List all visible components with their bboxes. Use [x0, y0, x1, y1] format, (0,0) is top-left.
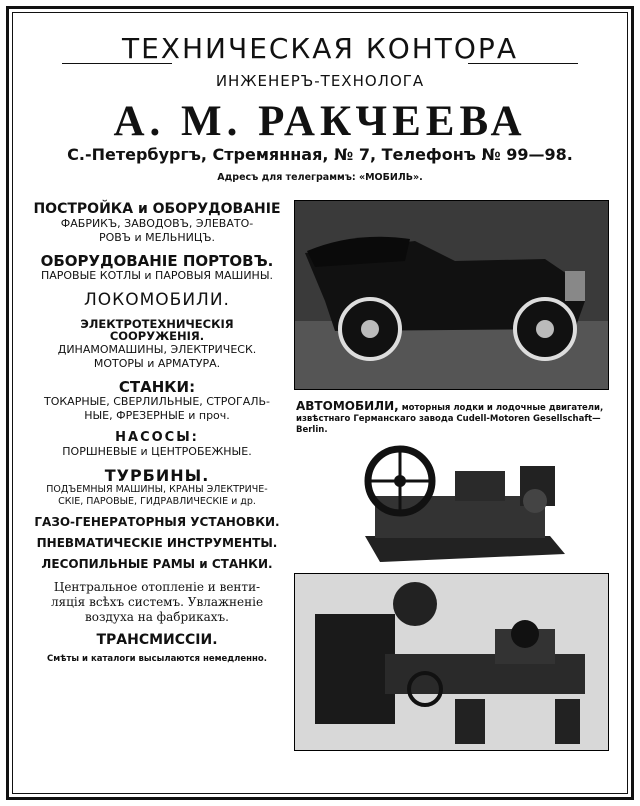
- section-line: РОВЪ и МЕЛЬНИЦЪ.: [98, 231, 216, 245]
- section-pneumatic: [32, 537, 282, 550]
- owner-name: А. М. РАКЧЕЕВА: [113, 98, 527, 145]
- section-line: ПОРШНЕВЫЕ и ЦЕНТРОБЕЖНЫЕ.: [62, 444, 252, 458]
- section-heading: ТРАНСМИССІИ.: [96, 631, 218, 648]
- section-line: ПАРОВЫЕ КОТЛЫ и ПАРОВЫЯ МАШИНЫ.: [40, 269, 274, 283]
- title-rule-right: [468, 63, 578, 64]
- section-heading: ТУРБИНЫ.: [104, 465, 210, 485]
- section-line: ПОДЪЕМНЫЯ МАШИНЫ, КРАНЫ ЭЛЕКТРИЧЕ-: [46, 484, 268, 496]
- section-line: ДИНАМОМАШИНЫ, ЭЛЕКТРИЧЕСК.: [57, 343, 257, 357]
- section-line: ФАБРИКЪ, ЗАВОДОВЪ, ЭЛЕВАТО-: [60, 217, 254, 231]
- section-construction: [32, 202, 282, 245]
- page-subtitle: ИНЖЕНЕРЪ-ТЕХНОЛОГА: [215, 72, 425, 90]
- section-gas-generators: [32, 516, 282, 529]
- section-heading: ГАЗО-ГЕНЕРАТОРНЫЯ УСТАНОВКИ.: [34, 515, 280, 529]
- services-list: [32, 202, 282, 673]
- section-sawmills: [32, 558, 282, 571]
- address-line: С.-Петербургъ, Стремянная, № 7, Телефонъ № 99—98.: [67, 145, 573, 164]
- section-locomobiles: [32, 291, 282, 310]
- section-line: ляція всѣхъ системъ. Увлажненіе: [50, 594, 264, 609]
- section-heading: СТАНКИ:: [118, 377, 196, 396]
- automobile-photo: [294, 200, 609, 390]
- section-line: НЫЕ, ФРЕЗЕРНЫЕ и проч.: [84, 408, 230, 422]
- section-heading: НАСОСЫ:: [115, 429, 199, 445]
- section-line: ТОКАРНЫЕ, СВЕРЛИЛЬНЫЕ, СТРОГАЛЬ-: [43, 395, 271, 409]
- section-line: МОТОРЫ и АРМАТУРА.: [93, 356, 221, 370]
- section-line: СКІЕ, ПАРОВЫЕ, ГИДРАВЛИЧЕСКІЕ и др.: [58, 496, 256, 508]
- section-heading: ПОСТРОЙКА и ОБОРУДОВАНІЕ: [33, 201, 281, 217]
- section-heading: ОБОРУДОВАНІЕ ПОРТОВЪ.: [40, 251, 274, 270]
- section-machine-tools: [32, 379, 282, 423]
- section-line: воздуха на фабрикахъ.: [85, 609, 229, 624]
- section-heading: ЭЛЕКТРОТЕХНИЧЕСКІЯ СООРУЖЕНІЯ.: [80, 316, 234, 344]
- section-pumps: [32, 431, 282, 459]
- section-heating: [32, 580, 282, 625]
- engine-illustration: [360, 436, 570, 564]
- caption-lead: АВТОМОБИЛИ,: [296, 399, 399, 413]
- section-heading: ЛОКОМОБИЛИ.: [84, 290, 230, 311]
- section-ports: [32, 253, 282, 283]
- lathe-photo: [294, 573, 609, 751]
- section-transmissions: [32, 633, 282, 665]
- section-turbines: [32, 467, 282, 508]
- caption-text: моторныя лодки и лодочные двигатели, извѣстнаго Германскаго завода Cudell-Motoren Gesellschaft—Berlin.: [296, 403, 604, 435]
- section-line: Центральное отопленіе и венти-: [53, 579, 261, 594]
- title-rule-left: [62, 63, 172, 64]
- page-title: ТЕХНИЧЕСКАЯ КОНТОРА: [122, 32, 518, 65]
- section-heading: ПНЕВМАТИЧЕСКІЕ ИНСТРУМЕНТЫ.: [36, 536, 278, 551]
- section-electrotech: [32, 318, 282, 371]
- catalog-note: Смѣты и каталоги высылаются немедленно.: [47, 653, 267, 664]
- telegram-address: Адресъ для телеграммъ: «МОБИЛЬ».: [217, 172, 423, 183]
- lathe-illustration: [295, 574, 608, 750]
- automobile-caption: [296, 399, 610, 435]
- section-heading: ЛЕСОПИЛЬНЫЕ РАМЫ и СТАНКИ.: [41, 557, 273, 572]
- automobile-illustration: [295, 201, 608, 389]
- engine-photo: [360, 436, 570, 564]
